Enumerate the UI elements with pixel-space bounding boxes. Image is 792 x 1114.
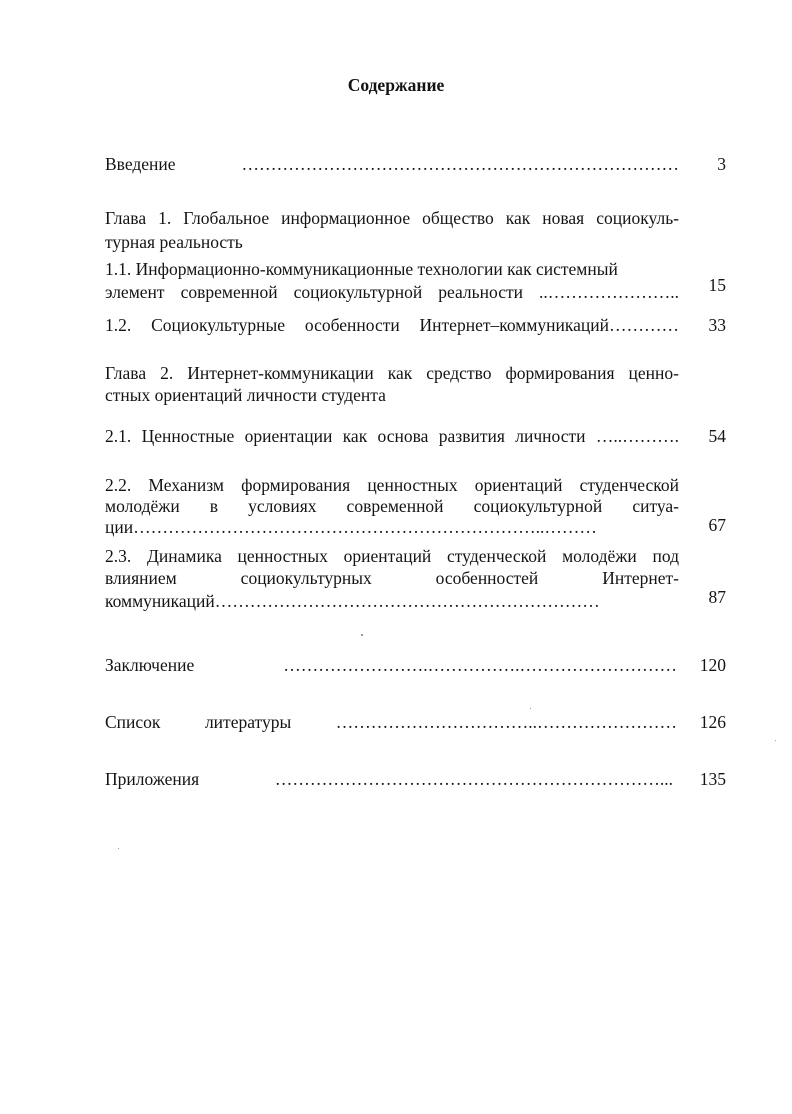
toc-page-references: 126 bbox=[699, 712, 726, 732]
toc-entry-appendices: Приложения …………………………………………………………... bbox=[105, 769, 673, 789]
toc-page-appendices: 135 bbox=[699, 769, 726, 789]
toc-chapter-2-line-1: Глава 2. Интернет-коммуникации как средство формирования ценно- bbox=[105, 363, 679, 383]
toc-section-2-3-line-3: коммуникаций………………………………………………………… bbox=[105, 591, 600, 611]
scan-speck bbox=[530, 708, 531, 709]
toc-section-1-1-line-2: элемент современной социокультурной реальности ..………………….. bbox=[105, 282, 679, 302]
toc-section-2-3-line-1: 2.3. Динамика ценностных ориентаций студенческой молодёжи под bbox=[105, 546, 679, 566]
toc-section-1-1-line-1: 1.1. Информационно-коммуникационные технологии как системный bbox=[105, 259, 618, 279]
toc-section-2-3-line-2: влиянием социокультурных особенностей Интернет- bbox=[105, 568, 679, 588]
toc-section-2-2-line-1: 2.2. Механизм формирования ценностных ориентаций студенческой bbox=[105, 475, 679, 495]
toc-section-2-2-line-3: ции……………………………………………………………..……… bbox=[105, 517, 597, 537]
toc-page-section-1-2: 33 bbox=[708, 315, 726, 335]
toc-page-section-2-3: 87 bbox=[708, 587, 726, 607]
toc-section-2-2-line-2: молодёжи в условиях современной социокультурной ситуа- bbox=[105, 496, 679, 516]
toc-page-section-2-1: 54 bbox=[708, 426, 726, 446]
toc-chapter-1-line-2: турная реальность bbox=[105, 232, 243, 252]
toc-chapter-1-line-1: Глава 1. Глобальное информационное общество как новая социокуль- bbox=[105, 208, 679, 228]
page-title: Содержание bbox=[347, 75, 445, 95]
toc-entry-references: Список литературы ……………………………..…………………… bbox=[105, 712, 677, 732]
toc-entry-introduction: Введение ………………………………………………………………… bbox=[105, 154, 679, 174]
toc-page-section-2-2: 67 bbox=[708, 515, 726, 535]
scan-speck bbox=[118, 848, 119, 849]
toc-section-1-2: 1.2. Социокультурные особенности Интернет–коммуникаций………… bbox=[105, 315, 679, 335]
scan-speck bbox=[775, 740, 776, 741]
toc-entry-conclusion: Заключение …………………….…………….……………………… bbox=[105, 655, 677, 675]
scan-speck bbox=[361, 634, 363, 636]
toc-page-introduction: 3 bbox=[717, 154, 726, 174]
toc-page-section-1-1: 15 bbox=[708, 275, 726, 295]
toc-page-conclusion: 120 bbox=[699, 655, 726, 675]
toc-chapter-2-line-2: стных ориентаций личности студента bbox=[105, 385, 386, 405]
toc-section-2-1: 2.1. Ценностные ориентации как основа развития личности …..………. bbox=[105, 426, 679, 446]
